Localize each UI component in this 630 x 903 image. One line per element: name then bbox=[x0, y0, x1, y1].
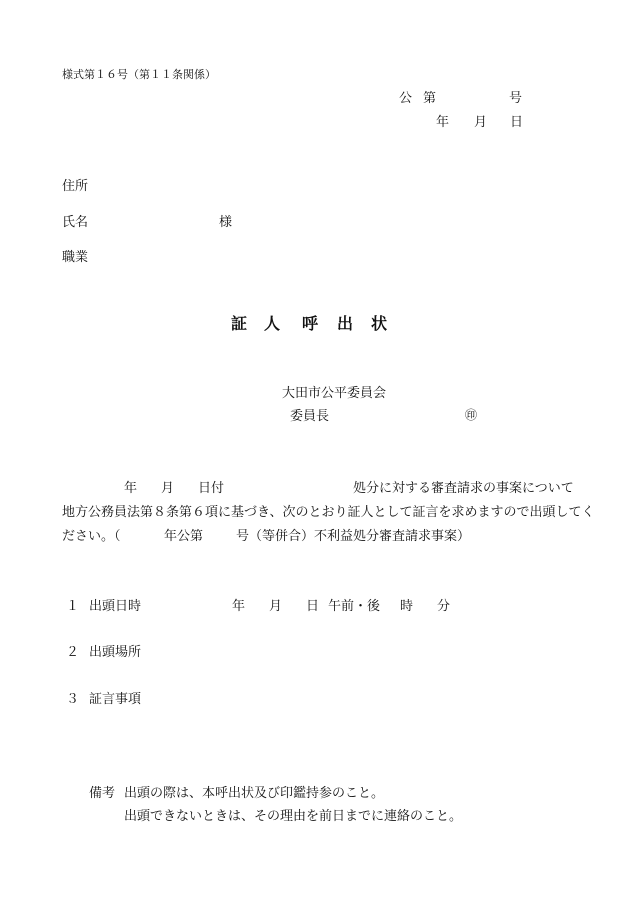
issue-date-month: 月 bbox=[474, 115, 488, 130]
item-label: 出頭日時 bbox=[89, 599, 142, 614]
body-month: 月 bbox=[161, 481, 175, 496]
body-line3-start: ださい。（ bbox=[62, 529, 121, 544]
body-year: 年 bbox=[124, 481, 138, 496]
item-year: 年 bbox=[232, 599, 246, 614]
item-day: 日 bbox=[306, 599, 320, 614]
body-line2: 地方公務員法第８条第６項に基づき、次のとおり証人として証言を求めますので出頭してく bbox=[62, 505, 595, 520]
seal-mark-icon: ㊞ bbox=[465, 408, 478, 422]
body-line3-end: 号（等併合）不利益処分審査請求事案） bbox=[236, 529, 471, 544]
item-ampm: 午前・後 bbox=[328, 599, 381, 614]
title-char: 呼 bbox=[302, 314, 319, 333]
name-label: 氏名 bbox=[62, 215, 89, 230]
form-number: 様式第１６号（第１１条関係） bbox=[62, 68, 216, 81]
item-label: 証言事項 bbox=[89, 692, 142, 707]
ref-prefix: 公 bbox=[399, 91, 413, 106]
body-line3-nenkodai: 年公第 bbox=[164, 529, 204, 544]
item-hour: 時 bbox=[400, 599, 414, 614]
body-line1-text: 処分に対する審査請求の事案について bbox=[353, 481, 574, 496]
honorific: 様 bbox=[219, 215, 233, 230]
item-number: ２ bbox=[66, 645, 80, 660]
issue-date-year: 年 bbox=[436, 115, 450, 130]
body-dayfu: 日付 bbox=[198, 481, 225, 496]
item-month: 月 bbox=[269, 599, 283, 614]
item-number: １ bbox=[66, 599, 80, 614]
title-char: 人 bbox=[264, 314, 281, 333]
address-label: 住所 bbox=[62, 179, 89, 194]
item-label: 出頭場所 bbox=[89, 645, 142, 660]
title-char: 証 bbox=[231, 314, 248, 333]
item-number: ３ bbox=[66, 692, 80, 707]
ref-dai: 第 bbox=[423, 91, 437, 106]
item-minute: 分 bbox=[437, 599, 451, 614]
ref-go: 号 bbox=[509, 91, 523, 106]
issuer-position: 委員長 bbox=[290, 409, 330, 424]
title-char: 出 bbox=[337, 314, 354, 333]
title-char: 状 bbox=[371, 314, 388, 333]
notes-line2: 出頭できないときは、その理由を前日までに連絡のこと。 bbox=[124, 809, 463, 824]
issuer-org: 大田市公平委員会 bbox=[282, 386, 387, 401]
occupation-label: 職業 bbox=[62, 250, 89, 265]
notes-label: 備考 bbox=[89, 786, 116, 801]
issue-date-day: 日 bbox=[510, 115, 524, 130]
notes-line1: 出頭の際は、本呼出状及び印鑑持参のこと。 bbox=[124, 786, 385, 801]
